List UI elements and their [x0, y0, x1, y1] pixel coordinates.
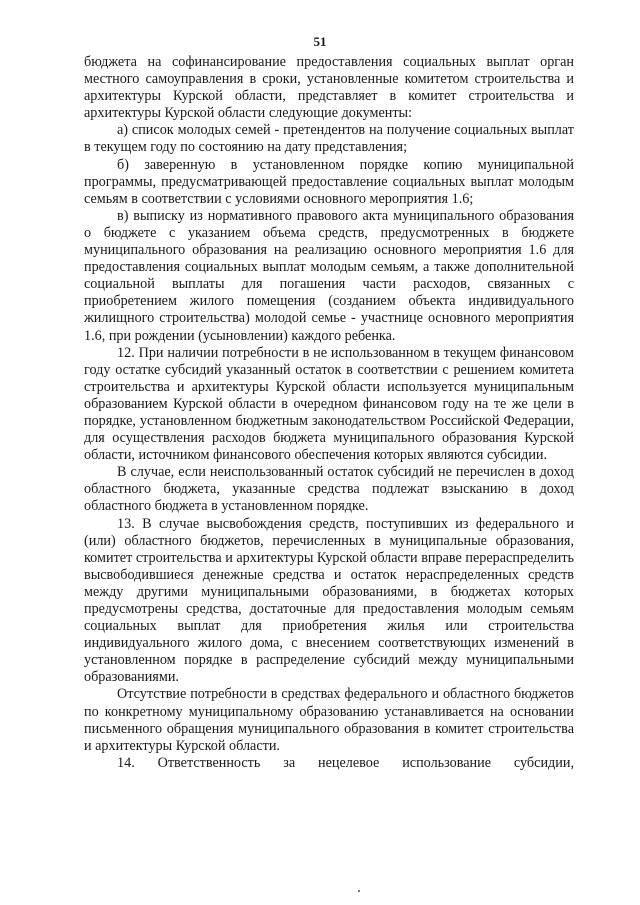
- clause-12-note: В случае, если неиспользованный остаток субсидий не перечислен в доход областного бюджета, указанные средства подлежат взысканию в доход областного бюджета в установленном порядке.: [84, 464, 574, 515]
- document-body: [84, 54, 574, 772]
- scan-artifact-dot: [358, 890, 360, 892]
- clause-12: 12. При наличии потребности в не использованном в текущем финансовом году остатке субсидий указанный остаток в соответствии с решением комитета строительства и архитектуры Курской области используется муниципальным образованием Курской области в очередном финансовом году на те же цели в порядке, установленном бюджетным законодательством Российской Федерации, для осуществления расходов бюджета муниципального образования Курской области, источником финансового обеспечения которых являются субсидии.: [84, 344, 574, 464]
- list-item-a: а) список молодых семей - претендентов на получение социальных выплат в текущем году по состоянию на дату представления;: [84, 122, 574, 156]
- page-number: 51: [313, 34, 327, 49]
- clause-14: 14. Ответственность за нецелевое использование субсидии,: [117, 754, 574, 771]
- paragraph-continuation: бюджета на софинансирование предоставления социальных выплат орган местного самоуправления в сроки, установленные комитетом строительства и архитектуры Курской области, представляет в комитет строительства и архитектуры Курской области следующие документы:: [84, 54, 574, 122]
- clause-13: 13. В случае высвобождения средств, поступивших из федерального и (или) областного бюджетов, перечисленных в муниципальные образования, комитет строительства и архитектуры Курской области вправе перераспределить высвободившиеся денежные средства и остаток нераспределенных средств между другими муниципальными образованиями, в бюджетах которых предусмотрены средства, достаточные для предоставления молодым семьям социальных выплат для приобретения жилья или строительства индивидуального жилого дома, с внесением соответствующих изменений в установленном порядке в распределение субсидий между муниципальными образованиями.: [84, 515, 574, 686]
- list-item-b: б) заверенную в установленном порядке копию муниципальной программы, предусматривающей предоставление социальных выплат молодым семьям в соответствии с условиями основного мероприятия 1.6;: [84, 156, 574, 207]
- clause-13-note: Отсутствие потребности в средствах федерального и областного бюджетов по конкретному муниципальному образованию устанавливается на основании письменного обращения муниципального образования в комитет строительства и архитектуры Курской области.: [84, 686, 574, 754]
- list-item-c: в) выписку из нормативного правового акта муниципального образования о бюджете с указанием объема средств, предусмотренных в бюджете муниципального образования на реализацию основного мероприятия 1.6 для предоставления социальных выплат молодым семьям, а также дополнительной социальной выплаты для погашения части расходов, связанных с приобретением жилого помещения (созданием объекта индивидуального жилищного строительства) молодой семье - участнице основного мероприятия 1.6, при рождении (усыновлении) каждого ребенка.: [84, 207, 574, 344]
